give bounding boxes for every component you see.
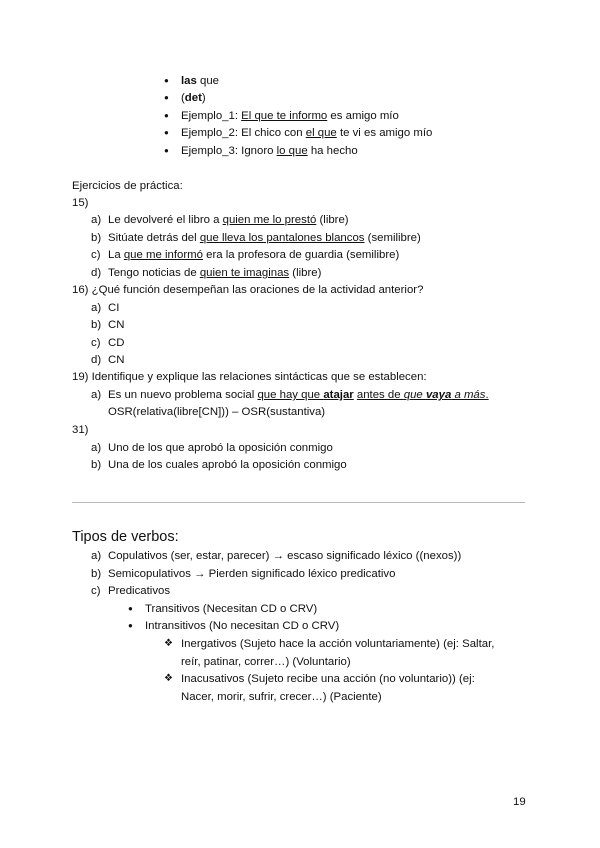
verbs-transitivos: ● Transitivos (Necesitan CD o CRV)	[145, 602, 317, 616]
exercise-15-item-b: b) Sitúate detrás del que lleva los pantalones blancos (semilibre)	[91, 232, 421, 244]
exercise-16-item-d: d) CN	[91, 354, 125, 366]
exercise-16-item-b: b) CN	[91, 319, 125, 331]
exercise-19-sentence: a) Es un nuevo problema social que hay que atajar antes de que vaya a más.	[91, 389, 489, 401]
verbs-item-a: a) Copulativos (ser, estar, parecer) → escaso significado léxico ((nexos))	[91, 550, 462, 562]
verbs-inacusativos-line-2: Nacer, morir, sufrir, crecer…) (Paciente)	[181, 691, 382, 703]
exercise-19-analysis: OSR(relativa(libre[CN])) – OSR(sustantiva)	[108, 406, 326, 418]
exercise-15-item-c: c) La que me informó era la profesora de guardia (semilibre)	[91, 249, 400, 261]
exercise-15-item-a: a) Le devolveré el libro a quien me lo prestó (libre)	[91, 214, 349, 226]
exercise-15-item-d: d) Tengo noticias de quien te imaginas (libre)	[91, 267, 322, 279]
exercise-16-question: 16) ¿Qué función desempeñan las oraciones de la actividad anterior?	[72, 284, 424, 296]
verbs-inergativos-line-1: ❖ Inergativos (Sujeto hace la acción voluntariamente) (ej: Saltar,	[181, 637, 494, 651]
verbs-item-b: b) Semicopulativos → Pierden significado léxico predicativo	[91, 568, 396, 580]
exercise-31-number: 31)	[72, 424, 89, 436]
verbs-inergativos-line-2: reír, patinar, correr…) (Voluntario)	[181, 656, 351, 668]
practice-title: Ejercicios de práctica:	[72, 180, 183, 192]
page-number: 19	[513, 796, 526, 808]
verbs-title: Tipos de verbos:	[72, 529, 179, 545]
bullet-det: ● (det)	[181, 91, 206, 105]
verbs-inacusativos-line-1: ❖ Inacusativos (Sujeto recibe una acción (no voluntario)) (ej:	[181, 672, 475, 686]
bullet-ejemplo-1: ● Ejemplo_1: El que te informo es amigo mío	[181, 109, 399, 123]
verbs-item-c: c) Predicativos	[91, 585, 171, 597]
bullet-ejemplo-2: ● Ejemplo_2: El chico con el que te vi es amigo mío	[181, 126, 432, 140]
exercise-16-item-c: c) CD	[91, 337, 125, 349]
bullet-ejemplo-3: ● Ejemplo_3: Ignoro lo que ha hecho	[181, 144, 358, 158]
exercise-31-item-b: b) Una de los cuales aprobó la oposición conmigo	[91, 459, 347, 471]
exercise-15-number: 15)	[72, 197, 89, 209]
bullet-las-que: ● las que	[181, 74, 219, 88]
exercise-31-item-a: a) Uno de los que aprobó la oposición conmigo	[91, 442, 333, 454]
exercise-19-question: 19) Identifique y explique las relaciones sintácticas que se establecen:	[72, 371, 427, 383]
exercise-16-item-a: a) CI	[91, 302, 120, 314]
section-divider	[72, 502, 525, 503]
verbs-intransitivos: ● Intransitivos (No necesitan CD o CRV)	[145, 619, 339, 633]
